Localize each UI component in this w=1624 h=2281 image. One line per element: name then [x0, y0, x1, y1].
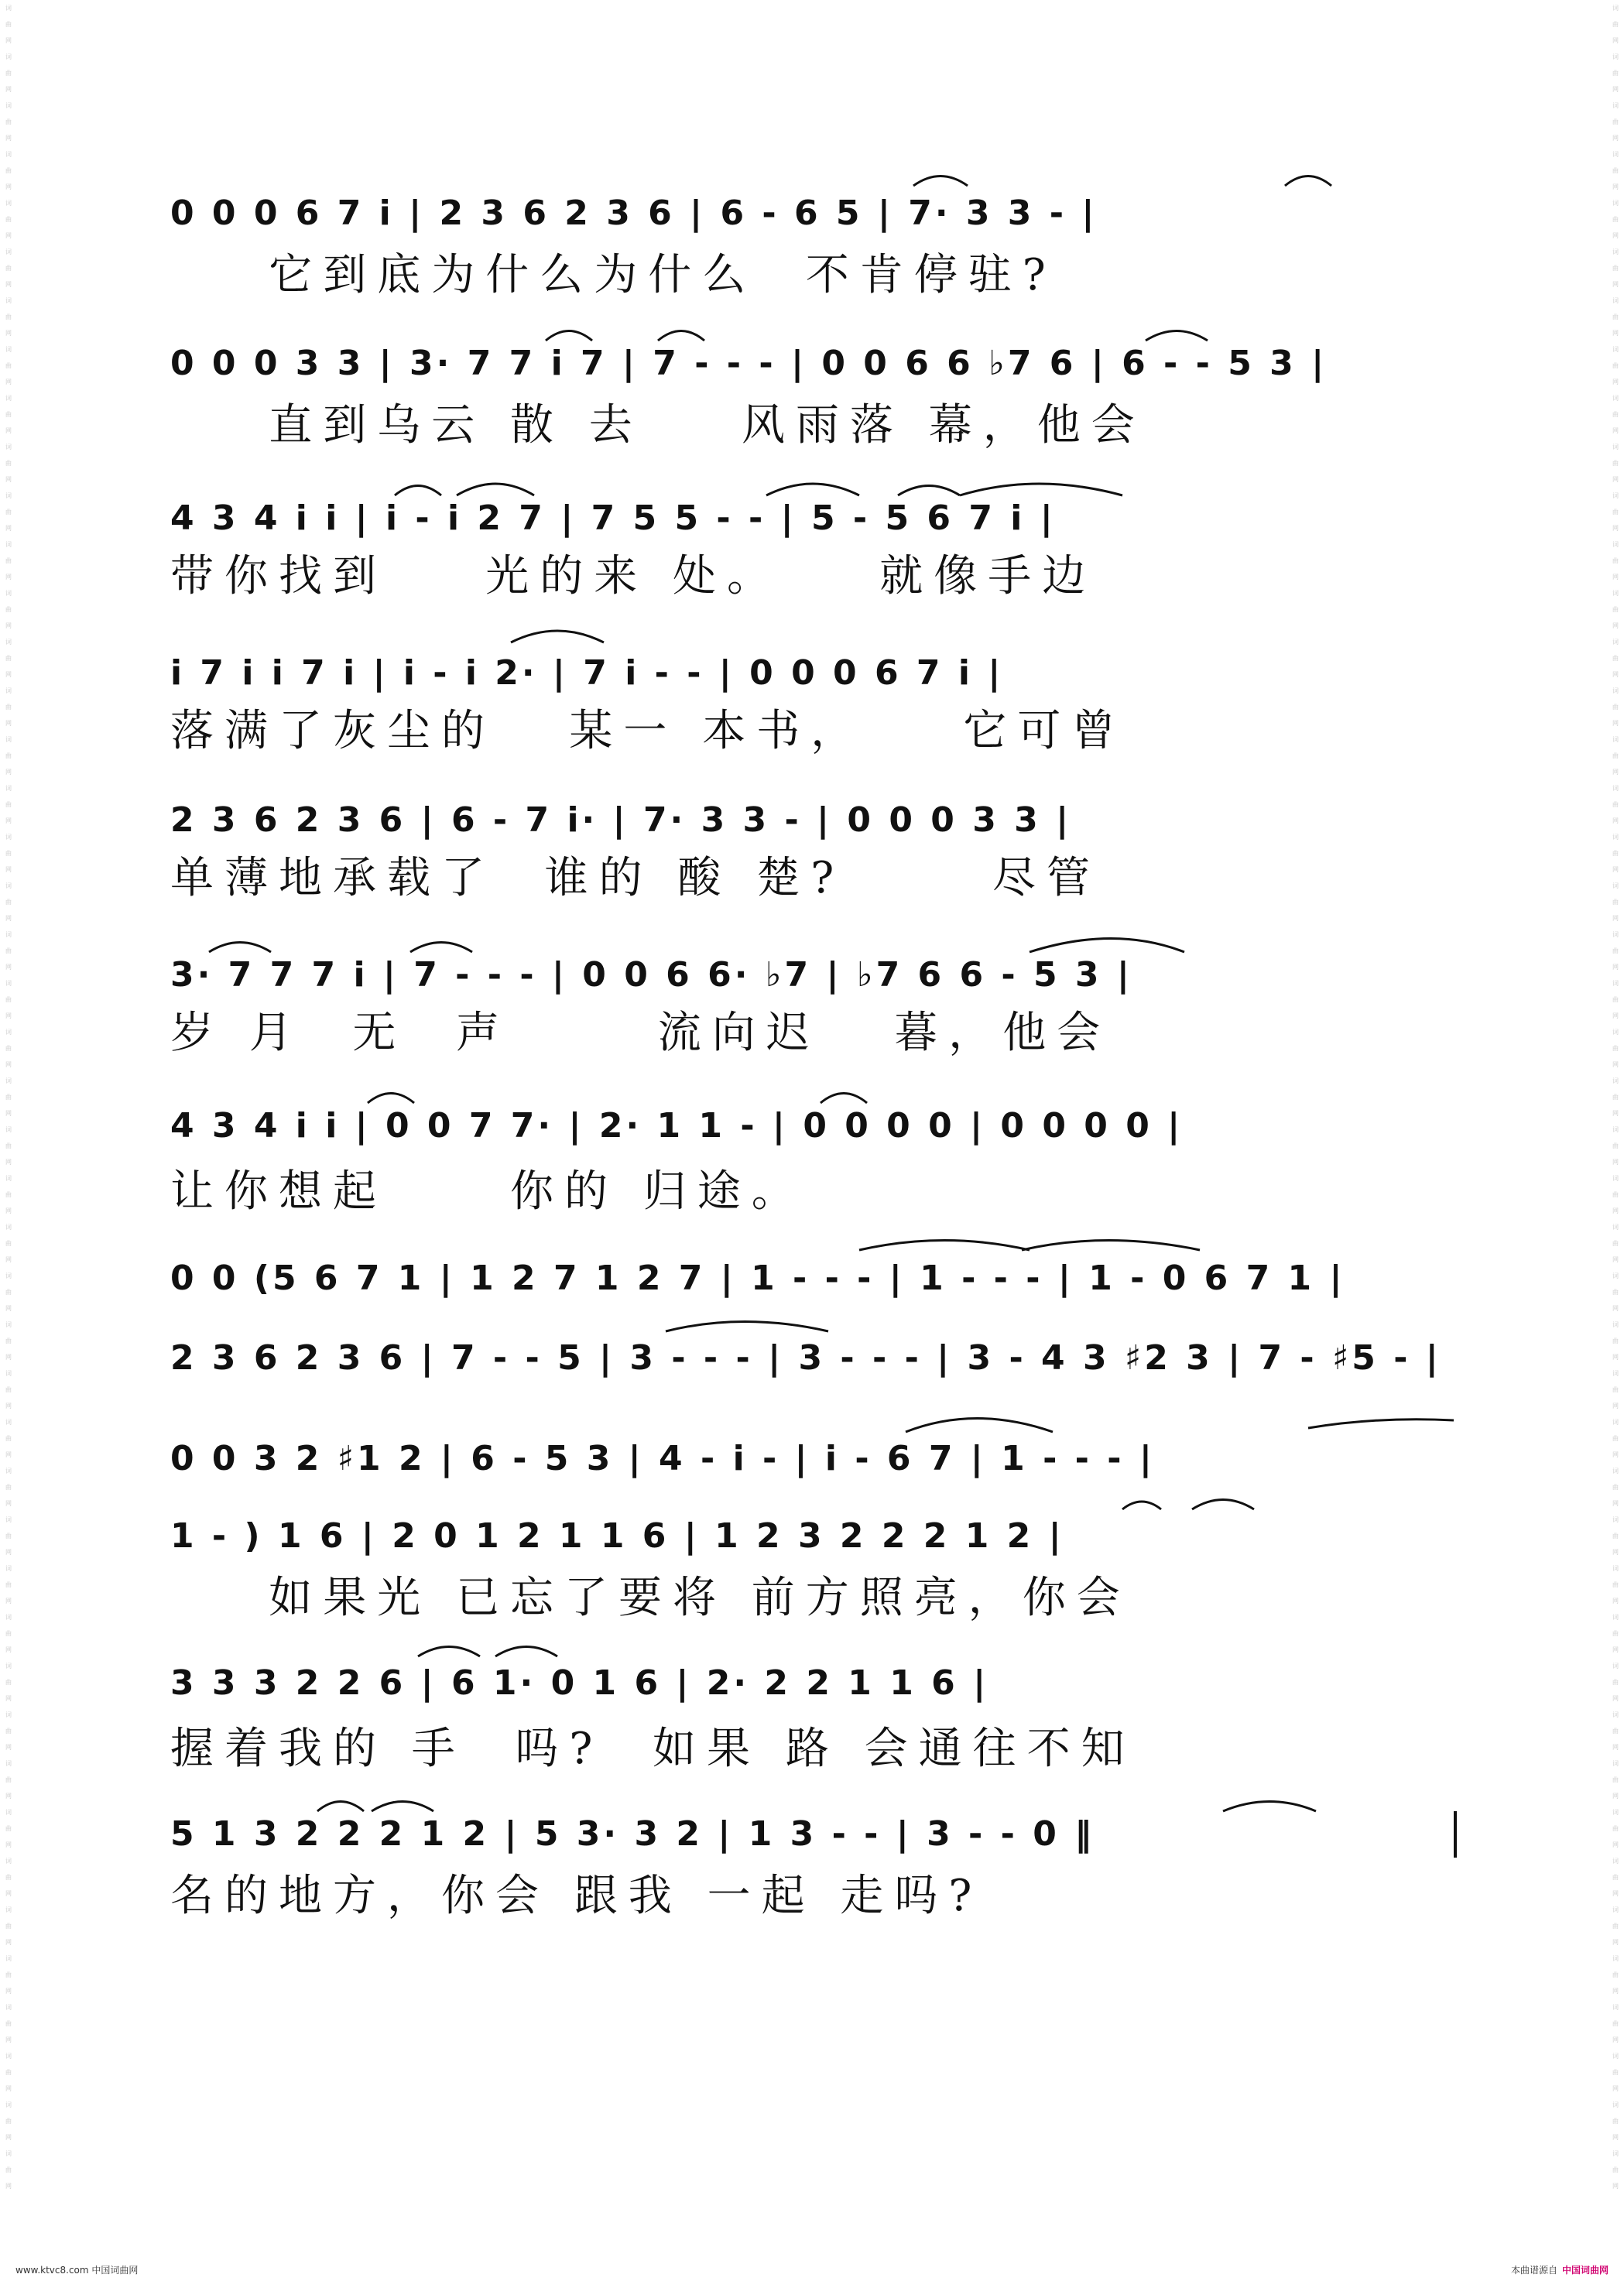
notation-line: i 7 i i 7 i | i - i 2· | 7 i - - | 0 0 0 6 7 i | — [170, 653, 1004, 693]
notation-line: 2 3 6 2 3 6 | 7 - - 5 | 3 - - - | 3 - - - | 3 - 4 3 ♯2 3 | 7 - ♯5 - | — [170, 1338, 1441, 1378]
notation-line: 3· 7 7 7 i | 7 - - - | 0 0 6 6· ♭7 | ♭7 6 6 - 5 3 | — [170, 955, 1132, 995]
notation-line: 4 3 4 i i | 0 0 7 7· | 2· 1 1 - | 0 0 0 0 | 0 0 0 0 | — [170, 1106, 1184, 1146]
lyric-line: 如果光 已忘了要将 前方照亮，你会 — [170, 1573, 1131, 1623]
lyric-line: 让你想起 你的 归途。 — [170, 1166, 806, 1217]
lyric-line: 岁 月 无 声 流向迟 暮，他会 — [170, 1008, 1112, 1058]
notation-line: 1 - ) 1 6 | 2 0 1 2 1 1 6 | 1 2 3 2 2 2 1 2 | — [170, 1516, 1064, 1556]
footer-credit — [1511, 2263, 1609, 2276]
footer-brand[interactable]: 中国词曲网 — [1561, 2265, 1609, 2276]
notation-line: 2 3 6 2 3 6 | 6 - 7 i· | 7· 3 3 - | 0 0 0 3 3 | — [170, 800, 1072, 840]
side-watermark-right: 词曲网词曲网词曲网词曲网词曲网词曲网词曲网词曲网词曲网词曲网词曲网词曲网词曲网词曲网词曲网词曲网词曲网词曲网词曲网词曲网词曲网词曲网词曲网词曲网词曲网词曲网词曲网词曲网词曲网词曲网词曲网词曲网词曲网词曲网词曲网词曲网词曲网词曲网词曲网词曲网词曲网词曲网词曲网词曲网词曲网 — [1612, 5, 1619, 2190]
lyric-line: 带你找到 光的来 处。 就像手边 — [170, 551, 1097, 601]
lyric-line: 握着我的 手 吗? 如果 路 会通往不知 — [170, 1724, 1136, 1774]
notation-line: 4 3 4 i i | i - i 2 7 | 7 5 5 - - | 5 - 5 6 7 i | — [170, 498, 1056, 538]
side-watermark-left: 词曲网词曲网词曲网词曲网词曲网词曲网词曲网词曲网词曲网词曲网词曲网词曲网词曲网词曲网词曲网词曲网词曲网词曲网词曲网词曲网词曲网词曲网词曲网词曲网词曲网词曲网词曲网词曲网词曲网词曲网词曲网词曲网词曲网词曲网词曲网词曲网词曲网词曲网词曲网词曲网词曲网词曲网词曲网词曲网词曲网 — [5, 5, 12, 2190]
notation-line: 0 0 0 6 7 i | 2 3 6 2 3 6 | 6 - 6 5 | 7· 3 3 - | — [170, 194, 1098, 233]
lyric-line: 它到底为什么为什么 不肯停驻? — [170, 250, 1057, 300]
lyric-line: 单薄地承载了 谁的 酸 楚? 尽管 — [170, 853, 1102, 903]
lyric-line: 直到乌云 散 去 风雨落 幕，他会 — [170, 400, 1146, 450]
footer-source: www.ktvc8.com 中国词曲网 — [15, 2265, 139, 2276]
notation-line: 5 1 3 2 2 2 1 2 | 5 3· 3 2 | 1 3 - - | 3 - - 0 ‖ — [170, 1814, 1095, 1854]
notation-line: 0 0 3 2 ♯1 2 | 6 - 5 3 | 4 - i - | i - 6 7 | 1 - - - | — [170, 1439, 1155, 1478]
notation-line: 0 0 (5 6 7 1 | 1 2 7 1 2 7 | 1 - - - | 1 - - - | 1 - 0 6 7 1 | — [170, 1259, 1345, 1298]
notation-line: 0 0 0 3 3 | 3· 7 7 i 7 | 7 - - - | 0 0 6 6 ♭7 6 | 6 - - 5 3 | — [170, 344, 1328, 383]
final-barline — [1454, 1811, 1457, 1858]
notation-line: 3 3 3 2 2 6 | 6 1· 0 1 6 | 2· 2 2 1 1 6 | — [170, 1663, 989, 1703]
lyric-line: 名的地方，你会 跟我 一起 走吗? — [170, 1871, 983, 1921]
footer-credit-prefix: 本曲谱源自 — [1510, 2265, 1557, 2276]
lyric-line: 落满了灰尘的 某一 本书， 它可曾 — [170, 706, 1126, 756]
